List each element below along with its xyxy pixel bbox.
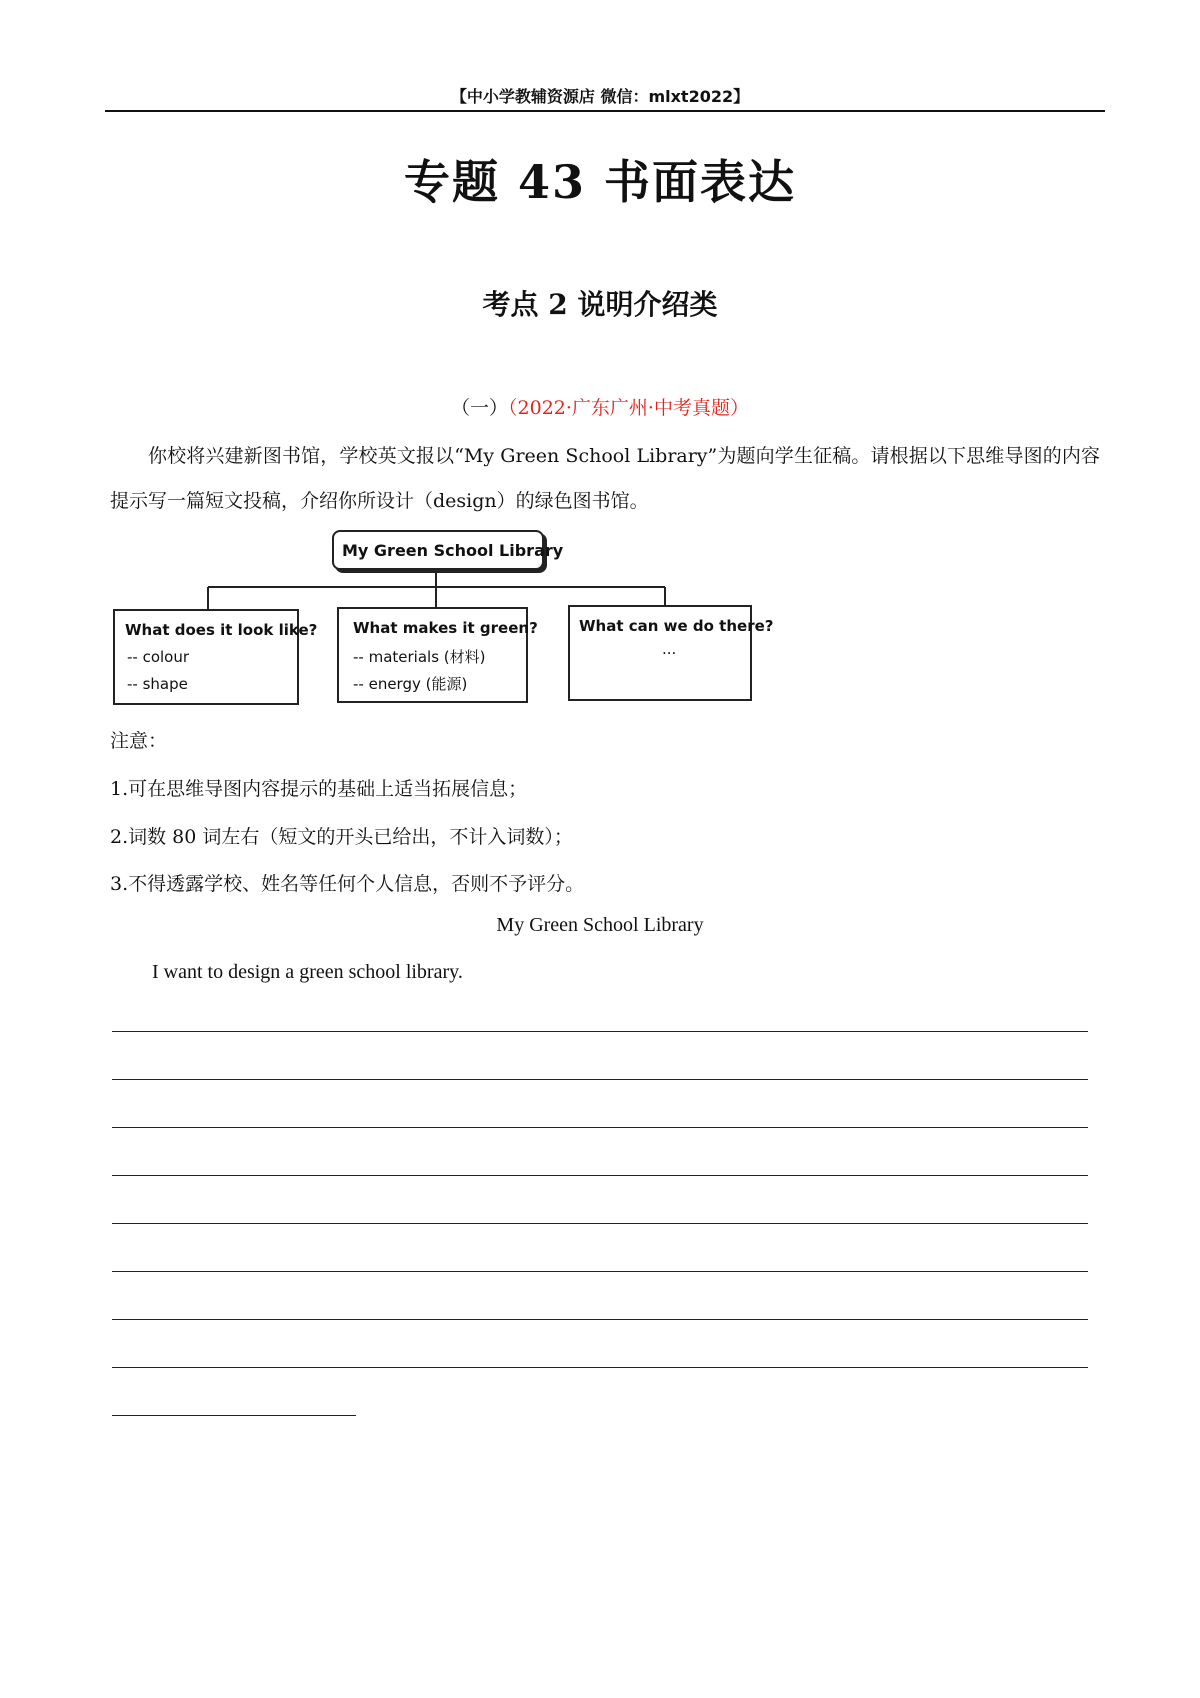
mind-map-branch-green bbox=[337, 607, 538, 703]
branch-green-title: What makes it green? bbox=[353, 619, 538, 637]
essay-title: My Green School Library bbox=[496, 914, 704, 936]
answer-line[interactable] bbox=[112, 1367, 1088, 1368]
branch-do-item-more: ... bbox=[662, 640, 677, 658]
note-item-2: 2.词数 80 词左右（短文的开头已给出，不计入词数）； bbox=[110, 826, 573, 848]
branch-look-item-colour: -- colour bbox=[127, 648, 190, 666]
question-origin: （2022·广东广州·中考真题） bbox=[508, 397, 749, 419]
section-subtitle: 考点 2 说明介绍类 bbox=[482, 288, 718, 321]
mind-map-root-label: My Green School Library bbox=[342, 541, 564, 560]
notes-heading: 注意： bbox=[110, 730, 168, 752]
mind-map-root bbox=[332, 530, 564, 570]
answer-line[interactable] bbox=[112, 1319, 1088, 1320]
page-header: 【中小学教辅资源店 微信：mlxt2022】 bbox=[450, 87, 750, 106]
page-title: 专题 43 书面表达 bbox=[403, 155, 797, 209]
branch-look-item-shape: -- shape bbox=[127, 675, 188, 693]
answer-line[interactable] bbox=[112, 1127, 1088, 1128]
branch-green-item-energy: -- energy (能源) bbox=[353, 675, 468, 693]
branch-look-title: What does it look like? bbox=[125, 621, 318, 639]
answer-line-last[interactable] bbox=[112, 1415, 356, 1416]
note-item-1: 1.可在思维导图内容提示的基础上适当拓展信息； bbox=[110, 778, 528, 800]
essay-opening: I want to design a green school library. bbox=[152, 961, 463, 983]
question-prompt: 你校将兴建新图书馆，学校英文报以“My Green School Library”为题向学生征稿。请根据以下思维导图的内容提示写一篇短文投稿，介绍你所设计（design）的绿色图书馆。 bbox=[110, 445, 1100, 512]
answer-line[interactable] bbox=[112, 1271, 1088, 1272]
mind-map-branch-look bbox=[113, 609, 318, 705]
mind-map-branch-do bbox=[568, 605, 774, 701]
answer-line[interactable] bbox=[112, 1079, 1088, 1080]
answer-line[interactable] bbox=[112, 1031, 1088, 1032]
answer-line[interactable] bbox=[112, 1223, 1088, 1224]
question-number: （一） bbox=[451, 397, 509, 419]
branch-do-title: What can we do there? bbox=[579, 617, 774, 635]
answer-line[interactable] bbox=[112, 1175, 1088, 1176]
branch-green-item-materials: -- materials (材料) bbox=[353, 648, 486, 666]
note-item-3: 3.不得透露学校、姓名等任何个人信息，否则不予评分。 bbox=[110, 873, 585, 895]
